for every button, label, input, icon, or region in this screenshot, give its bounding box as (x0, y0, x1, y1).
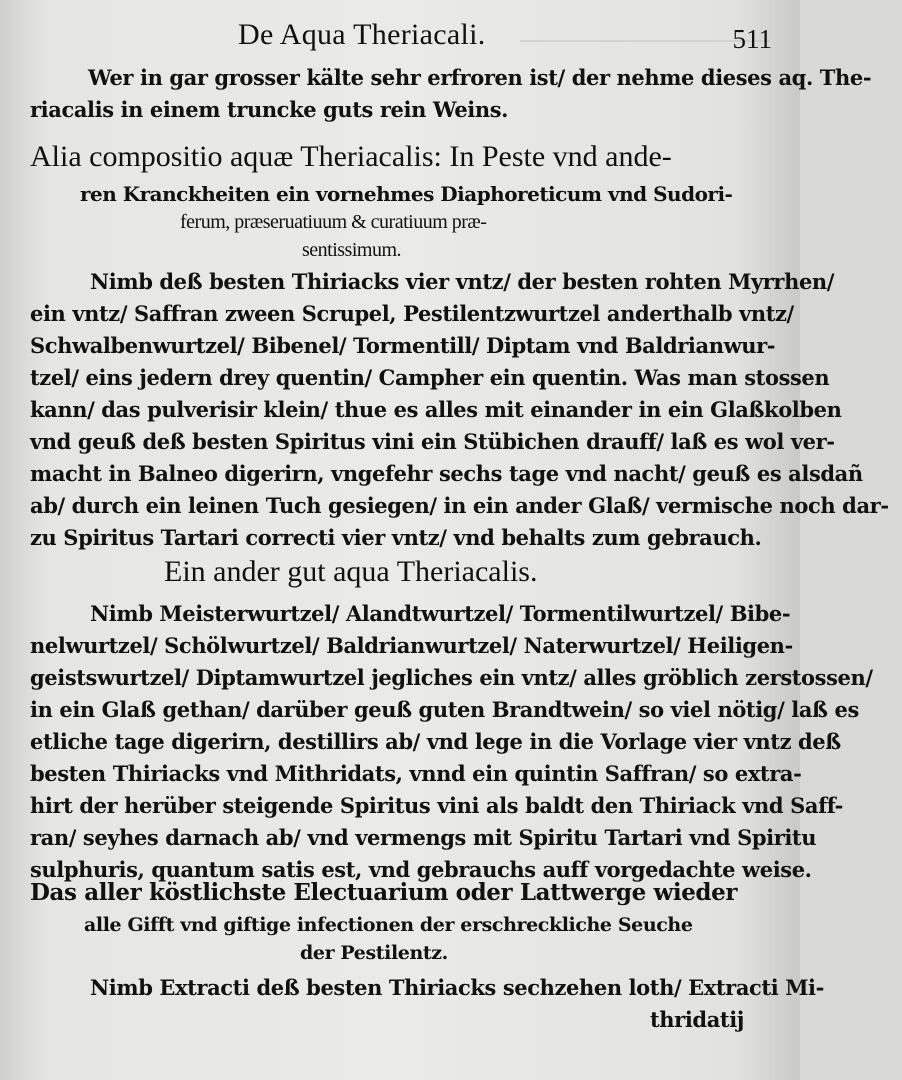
text-line: zu Spiritus Tartari correcti vier vntz/ vnd behalts zum gebrauch. (30, 525, 762, 550)
page-header (0, 14, 800, 54)
text-line: tzel/ eins jedern drey quentin/ Campher ein quentin. Was man stossen (30, 365, 830, 390)
heading-alia-compositio (30, 140, 768, 262)
heading-line: alle Gifft vnd giftige infectionen der erschreckliche Seuche (84, 914, 693, 936)
text-line: in ein Glaß gethan/ darüber geuß guten Brandtwein/ so viel nötig/ laß es (30, 697, 859, 722)
heading-line: ren Kranckheiten ein vornehmes Diaphoreticum vnd Sudori- (80, 182, 733, 206)
text-line: kann/ das pulverisir klein/ thue es alles mit einander in ein Glaßkolben (30, 397, 842, 422)
heading-electuarium (30, 878, 768, 966)
text-line: Nimb Extracti deß besten Thiriacks sechzehen loth/ Extracti Mi- (90, 975, 824, 1000)
page-number: 511 (732, 24, 772, 54)
text-line: ein vntz/ Saffran zween Scrupel, Pestilentzwurtzel anderthalb vntz/ (30, 301, 794, 326)
text-line: Nimb deß besten Thiriacks vier vntz/ der besten rohten Myrrhen/ (90, 269, 835, 294)
text-line: Schwalbenwurtzel/ Bibenel/ Tormentill/ Diptam vnd Baldrianwur- (30, 333, 776, 358)
text-line: riacalis in einem truncke guts rein Weins. (30, 97, 509, 122)
text-line: thridatij (650, 1007, 744, 1032)
paragraph-1 (30, 62, 872, 126)
paragraph-3 (30, 598, 873, 886)
text-line: geistswurtzel/ Diptamwurtzel jegliches ein vntz/ alles gröblich zerstossen/ (30, 665, 873, 690)
text-line: macht in Balneo digerirn, vngefehr sechs tage vnd nacht/ geuß es alsdañ (30, 461, 863, 486)
text-line: besten Thiriacks vnd Mithridats, vnnd ein quintin Saffran/ so extra- (30, 761, 802, 786)
text-line: Wer in gar grosser kälte sehr erfroren ist/ der nehme dieses aq. The- (88, 65, 872, 90)
text-line: nelwurtzel/ Schölwurtzel/ Baldrianwurtzel/ Naterwurtzel/ Heiligen- (30, 633, 793, 658)
paragraph-2 (30, 266, 889, 554)
text-line: Nimb Meisterwurtzel/ Alandtwurtzel/ Tormentilwurtzel/ Bibe- (90, 601, 791, 626)
text-line: ab/ durch ein leinen Tuch gesiegen/ in ein ander Glaß/ vermische noch dar- (30, 493, 889, 518)
heading-line: Das aller köstlichste Electuarium oder Lattwerge wieder (30, 879, 738, 906)
heading-line: der Pestilentz. (300, 942, 448, 964)
text-line: ran/ seyhes darnach ab/ vnd vermengs mit Spiritu Tartari vnd Spiritu (30, 825, 817, 850)
text-line: vnd geuß deß besten Spiritus vini ein Stübichen drauff/ laß es wol ver- (30, 429, 835, 454)
heading-ein-ander-gut: Ein ander gut aqua Theriacalis. (164, 555, 538, 588)
running-title: De Aqua Theriacali. (238, 18, 486, 51)
paragraph-4 (30, 972, 824, 1036)
text-line: etliche tage digerirn, destillirs ab/ vnd lege in die Vorlage vier vntz deß (30, 729, 841, 754)
heading-line: Alia compositio aquæ Theriacalis: In Peste vnd ande- (30, 140, 672, 173)
heading-line: sentissimum. (302, 239, 402, 261)
heading-line: ferum, præseruatiuum & curatiuum præ- (180, 211, 487, 233)
text-line: hirt der herüber steigende Spiritus vini als baldt den Thiriack vnd Saff- (30, 793, 843, 818)
text-line: sulphuris, quantum satis est, vnd gebrauchs auff vorgedachte weise. (30, 857, 812, 882)
